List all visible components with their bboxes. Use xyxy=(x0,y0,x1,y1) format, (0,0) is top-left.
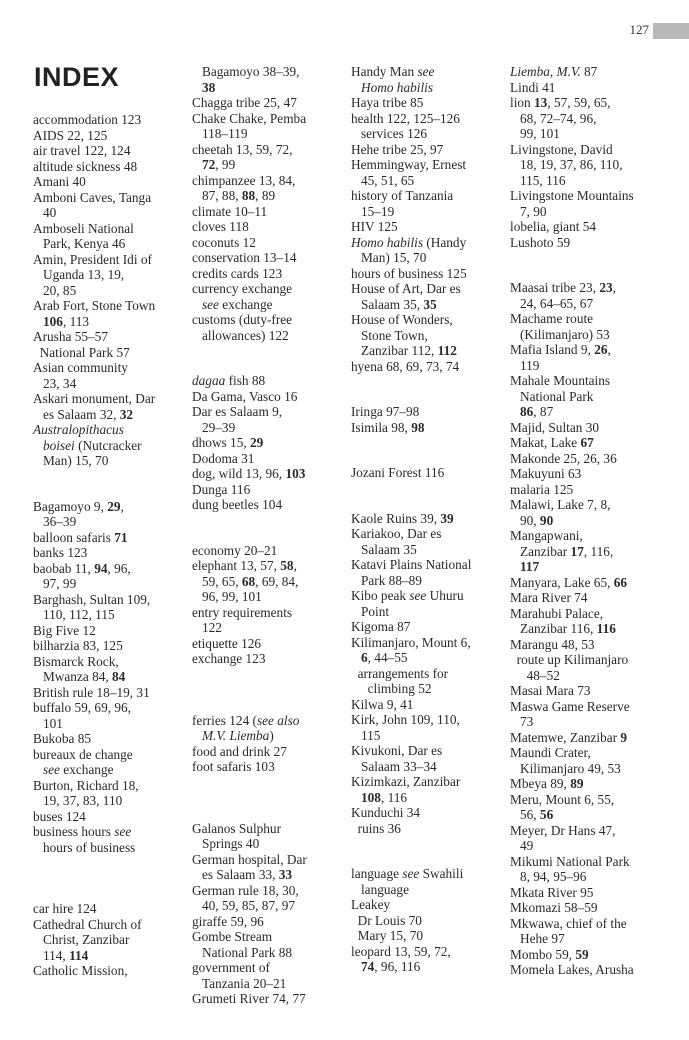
index-entry-line: Dodoma 31 xyxy=(192,450,255,466)
index-entry-line: es Salaam 33, 33 xyxy=(192,867,293,882)
index-entry-line: M.V. Liemba) xyxy=(201,728,274,743)
index-entry-line: business hours see xyxy=(33,824,132,839)
index-entry-line: history of Tanzania xyxy=(351,188,454,203)
index-entry-line: Livingstone Mountains xyxy=(510,188,634,203)
index-entry-line: language see Swahili xyxy=(351,866,464,881)
index-entry-line: 99, 101 xyxy=(510,126,560,141)
index-entry-line: Hehe tribe 25, 97 xyxy=(351,141,444,157)
index-entry-line: House of Art, Dar es xyxy=(351,281,461,296)
index-entry-line: Zanzibar 116, 116 xyxy=(510,621,616,636)
index-entry-line: Homo habilis (Handy xyxy=(351,234,467,250)
index-entry-line: Arab Fort, Stone Town xyxy=(33,298,156,313)
index-entry-line: boisei (Nutcracker xyxy=(42,437,142,453)
index-entry-line: 7, 90 xyxy=(510,203,547,219)
index-entry-line: Amboni Caves, Tanga xyxy=(33,189,152,205)
index-entry-line: Catholic Mission, xyxy=(33,963,128,978)
index-entry-line: elephant 13, 57, 58, xyxy=(192,558,297,573)
index-entry-line: Meyer, Dr Hans 47, xyxy=(510,822,616,838)
index-entry-line: 38 xyxy=(201,79,216,95)
index-entry-line: Australopithacus xyxy=(33,422,124,437)
index-entry-line: coconuts 12 xyxy=(192,234,256,250)
index-entry-line: Mikumi National Park xyxy=(510,853,630,869)
index-entry-line: Momela Lakes, Arusha xyxy=(510,962,634,977)
index-entry-line: Liemba, M.V. 87 xyxy=(510,64,598,79)
index-entry-line: language xyxy=(351,881,409,897)
index-entry-line: Big Five 12 xyxy=(33,622,96,638)
index-entry-line: Kivukoni, Dar es xyxy=(351,743,443,758)
index-entry-line: 96, 99, 101 xyxy=(192,589,262,604)
index-entry-line: bureaux de change xyxy=(33,746,133,762)
index-entry-line: Leakey xyxy=(351,897,391,912)
index-entry-line: giraffe 59, 96 xyxy=(192,913,264,929)
index-entry-line: Man) 15, 70 xyxy=(351,250,427,265)
block-spacer xyxy=(351,836,509,866)
index-entry-line: Amin, President Idi of xyxy=(33,251,152,267)
index-entry-line: Man) 15, 70 xyxy=(33,453,109,468)
index-entry-line: health 122, 125–126 xyxy=(351,110,460,126)
index-entry-line: cloves 118 xyxy=(192,219,249,234)
index-entry-line: Machame route xyxy=(510,311,594,326)
index-entry-line: Maasai tribe 23, 23, xyxy=(510,280,616,295)
index-entry-line: National Park 57 xyxy=(33,344,130,360)
block-spacer xyxy=(192,667,350,713)
index-entry-line: Mwanza 84, 84 xyxy=(33,669,126,684)
page-number: 127 xyxy=(629,22,649,37)
index-entry-line: see exchange xyxy=(201,296,273,312)
index-entry-line: Zanzibar 112, 112 xyxy=(351,343,457,358)
index-entry-line: see exchange xyxy=(42,762,114,777)
index-entry-line: Point xyxy=(351,603,390,619)
index-entry-line: Lushoto 59 xyxy=(510,234,571,250)
index-entry-line: Salaam 35, 35 xyxy=(351,296,437,312)
block-spacer xyxy=(192,343,350,373)
index-entry-line: 114, 114 xyxy=(33,947,89,963)
index-entry-line: 90, 90 xyxy=(510,512,554,528)
index-entry-line: Bukoba 85 xyxy=(33,731,91,746)
index-entry-line: Cathedral Church of xyxy=(33,916,142,932)
index-entry-line: 115 xyxy=(351,727,381,743)
index-entry-line: Kariakoo, Dar es xyxy=(351,526,442,541)
index-column-2 xyxy=(192,64,350,1007)
block-spacer xyxy=(510,250,668,280)
index-entry-line: Zanzibar 17, 116, xyxy=(510,543,614,559)
index-entry-line: Meru, Mount 6, 55, xyxy=(510,791,615,807)
index-entry-line: dhows 15, 29 xyxy=(192,435,264,450)
index-entry-line: Amboseli National xyxy=(33,220,134,236)
index-entry-line: altitude sickness 48 xyxy=(33,158,138,174)
index-entry-line: Marangu 48, 53 xyxy=(510,636,595,652)
index-entry-line: 19, 37, 83, 110 xyxy=(33,793,123,808)
index-entry-line: government of xyxy=(192,960,270,975)
index-entry-line: 23, 34 xyxy=(33,375,77,391)
block-spacer xyxy=(351,481,509,511)
index-entry-line: German rule 18, 30, xyxy=(192,882,299,898)
index-entry-line: lion 13, 57, 59, 65, xyxy=(510,95,611,110)
index-entry-line: Dar es Salaam 9, xyxy=(192,404,283,419)
block-spacer xyxy=(192,513,350,543)
index-entry-line: Mary 15, 70 xyxy=(351,928,424,943)
index-column-4 xyxy=(510,64,668,978)
index-entry-line: conservation 13–14 xyxy=(192,250,297,265)
index-entry-line: Galanos Sulphur xyxy=(192,820,282,836)
index-entry-line: 6, 44–55 xyxy=(360,650,408,665)
index-entry-line: allowances) 122 xyxy=(192,327,289,343)
index-entry-line: Makonde 25, 26, 36 xyxy=(510,450,617,466)
index-entry-line: dog, wild 13, 96, 103 xyxy=(192,466,306,481)
index-entry-line: 108, 116 xyxy=(360,789,408,805)
index-entry-line: 110, 112, 115 xyxy=(33,607,115,622)
index-entry-line: 59, 65, 68, 69, 84, xyxy=(192,573,299,589)
index-entry-line: buses 124 xyxy=(33,808,86,824)
index-entry-line: (Kilimanjaro) 53 xyxy=(510,326,610,342)
index-entry-line: Marahubi Palace, xyxy=(510,605,604,621)
index-entry-line: Handy Man see xyxy=(351,64,435,79)
index-entry-line: ferries 124 (see also xyxy=(192,712,300,728)
index-entry-line: Iringa 97–98 xyxy=(351,404,420,419)
index-entry-line: Makat, Lake 67 xyxy=(510,435,594,450)
index-entry-line: Malawi, Lake 7, 8, xyxy=(510,497,611,512)
index-entry-line: malaria 125 xyxy=(510,481,574,497)
index-entry-line: food and drink 27 xyxy=(192,743,287,759)
index-entry-line: HIV 125 xyxy=(351,219,398,234)
index-entry-line: Masai Mara 73 xyxy=(510,683,591,698)
index-entry-line: 86, 87 xyxy=(519,404,554,419)
block-spacer xyxy=(33,855,191,901)
index-entry-line: 18, 19, 37, 86, 110, xyxy=(510,157,623,172)
index-entry-line: AIDS 22, 125 xyxy=(33,127,108,143)
index-entry-line: Da Gama, Vasco 16 xyxy=(192,388,298,404)
index-entry-line: Gombe Stream xyxy=(192,929,273,944)
index-entry-line: climbing 52 xyxy=(351,681,432,696)
index-entry-line: air travel 122, 124 xyxy=(33,143,131,158)
index-entry-line: accommodation 123 xyxy=(33,112,142,127)
index-entry-line: Maswa Game Reserve xyxy=(510,698,630,714)
block-spacer xyxy=(33,64,191,112)
index-entry-line: Haya tribe 85 xyxy=(351,95,424,110)
index-entry-line: Bagamoyo 9, 29, xyxy=(33,498,124,514)
index-entry-line: Manyara, Lake 65, 66 xyxy=(510,574,628,590)
index-entry-line: 87, 88, 88, 89 xyxy=(192,188,276,203)
index-entry-line: 68, 72–74, 96, xyxy=(510,110,597,126)
index-column-3 xyxy=(351,64,509,975)
index-entry-line: economy 20–21 xyxy=(192,542,278,558)
index-entry-line: Maundi Crater, xyxy=(510,745,591,760)
index-column-1 xyxy=(33,64,191,979)
index-entry-line: Mbeya 89, 89 xyxy=(510,776,584,791)
index-entry-line: Hemmingway, Ernest xyxy=(351,157,467,172)
index-entry-line: foot safaris 103 xyxy=(192,759,275,774)
index-entry-line: Kilwa 9, 41 xyxy=(351,696,414,712)
index-entry-line: 122 xyxy=(192,620,222,635)
index-entry-line: Kizimkazi, Zanzibar xyxy=(351,774,461,789)
block-spacer xyxy=(351,374,509,404)
index-entry-line: Park, Kenya 46 xyxy=(33,236,126,251)
index-entry-line: banks 123 xyxy=(33,545,88,560)
index-entry-line: credits cards 123 xyxy=(192,265,283,281)
index-entry-line: Jozani Forest 116 xyxy=(351,465,445,480)
index-entry-line: Salaam 33–34 xyxy=(351,758,437,774)
index-entry-line: Park 88–89 xyxy=(351,572,422,588)
index-entry-line: balloon safaris 71 xyxy=(33,529,128,545)
index-entry-line: climate 10–11 xyxy=(192,203,268,219)
index-entry-line: Dr Louis 70 xyxy=(351,912,422,928)
index-entry-line: ruins 36 xyxy=(351,820,401,836)
block-spacer xyxy=(192,775,350,821)
index-entry-line: Mkomazi 58–59 xyxy=(510,900,598,915)
index-entry-line: Majid, Sultan 30 xyxy=(510,419,600,435)
index-entry-line: Tanzania 20–21 xyxy=(192,975,287,991)
index-entry-line: 106, 113 xyxy=(42,313,90,329)
index-entry-line: dagaa fish 88 xyxy=(192,373,266,388)
index-entry-line: Grumeti River 74, 77 xyxy=(192,991,306,1006)
index-entry-line: customs (duty-free xyxy=(192,312,293,327)
index-entry-line: House of Wonders, xyxy=(351,312,453,327)
index-entry-line: Chake Chake, Pemba xyxy=(192,110,307,126)
index-entry-line: Chagga tribe 25, 47 xyxy=(192,95,297,110)
index-entry-line: Mahale Mountains xyxy=(510,373,611,388)
index-entry-line: etiquette 126 xyxy=(192,635,262,651)
index-entry-line: hyena 68, 69, 73, 74 xyxy=(351,358,460,374)
page-tab-marker xyxy=(653,23,689,39)
index-entry-line: Kigoma 87 xyxy=(351,619,411,634)
index-entry-line: Springs 40 xyxy=(192,836,260,851)
index-entry-line: 49 xyxy=(510,838,534,853)
index-entry-line: Kibo peak see Uhuru xyxy=(351,588,464,603)
index-entry-line: lobelia, giant 54 xyxy=(510,219,597,234)
index-entry-line: Livingstone, David xyxy=(510,141,613,157)
index-entry-line: es Salaam 32, 32 xyxy=(33,406,134,422)
index-entry-line: National Park 88 xyxy=(192,944,293,960)
index-entry-line: Mkata River 95 xyxy=(510,884,594,900)
block-spacer xyxy=(351,435,509,465)
index-entry-line: 115, 116 xyxy=(510,172,566,188)
index-entry-line: arrangements for xyxy=(351,665,449,681)
index-entry-line: Kilimanjaro 49, 53 xyxy=(510,760,621,776)
index-entry-line: Hehe 97 xyxy=(510,931,565,946)
index-entry-line: 29–39 xyxy=(192,419,236,435)
index-entry-line: Katavi Plains National xyxy=(351,557,472,572)
index-entry-line: Arusha 55–57 xyxy=(33,329,108,344)
index-entry-line: 40 xyxy=(33,205,57,220)
index-entry-line: Askari monument, Dar xyxy=(33,391,156,406)
index-entry-line: Dunga 116 xyxy=(192,481,251,497)
index-entry-line: 15–19 xyxy=(351,203,395,219)
index-title: INDEX xyxy=(34,62,120,92)
index-entry-line: route up Kilimanjaro xyxy=(510,652,629,667)
index-entry-line: Mangapwani, xyxy=(510,528,583,543)
index-entry-line: 97, 99 xyxy=(33,576,77,591)
index-entry-line: 119 xyxy=(510,357,540,373)
index-entry-line: German hospital, Dar xyxy=(192,851,307,867)
index-entry-line: leopard 13, 59, 72, xyxy=(351,943,451,959)
index-entry-line: Kunduchi 34 xyxy=(351,805,421,820)
index-entry-line: currency exchange xyxy=(192,281,293,296)
index-entry-line: 101 xyxy=(33,715,63,731)
index-entry-line: Kaole Ruins 39, 39 xyxy=(351,510,454,526)
index-entry-line: Mara River 74 xyxy=(510,590,588,605)
index-entry-line: Salaam 35 xyxy=(351,541,417,557)
index-entry-line: Mkwawa, chief of the xyxy=(510,915,627,931)
index-entry-line: 56, 56 xyxy=(510,807,554,822)
index-entry-line: Matemwe, Zanzibar 9 xyxy=(510,729,628,745)
index-entry-line: bilharzia 83, 125 xyxy=(33,638,123,653)
index-entry-line: Burton, Richard 18, xyxy=(33,777,139,793)
index-entry-line: 45, 51, 65 xyxy=(351,172,415,188)
index-entry-line: Kilimanjaro, Mount 6, xyxy=(351,634,471,650)
index-entry-line: Christ, Zanzibar xyxy=(33,932,130,947)
index-entry-line: 117 xyxy=(519,559,540,574)
index-entry-line: Uganda 13, 19, xyxy=(33,267,125,282)
index-entry-line: 36–39 xyxy=(33,514,77,529)
index-entry-line: 20, 85 xyxy=(33,282,77,298)
index-entry-line: Amani 40 xyxy=(33,174,86,189)
index-entry-line: exchange 123 xyxy=(192,651,266,666)
index-entry-line: Bagamoyo 38–39, xyxy=(192,64,300,79)
index-entry-line: hours of business 125 xyxy=(351,265,467,281)
index-entry-line: 72, 99 xyxy=(201,157,236,172)
index-entry-line: hours of business xyxy=(33,839,136,855)
index-entry-line: services 126 xyxy=(351,126,428,141)
index-entry-line: Makuyuni 63 xyxy=(510,466,582,481)
index-entry-line: Isimila 98, 98 xyxy=(351,419,425,435)
index-entry-line: 73 xyxy=(510,714,534,729)
index-entry-line: cheetah 13, 59, 72, xyxy=(192,141,293,157)
index-entry-line: Stone Town, xyxy=(351,327,428,343)
index-entry-line: Lindi 41 xyxy=(510,79,556,95)
index-entry-line: Asian community xyxy=(33,360,128,375)
index-entry-line: 24, 64–65, 67 xyxy=(510,295,594,311)
index-entry-line: Homo habilis xyxy=(360,79,434,95)
index-entry-line: baobab 11, 94, 96, xyxy=(33,560,131,576)
index-entry-line: Mombo 59, 59 xyxy=(510,946,589,962)
index-entry-line: 8, 94, 95–96 xyxy=(510,869,587,884)
index-entry-line: chimpanzee 13, 84, xyxy=(192,172,296,188)
index-entry-line: Barghash, Sultan 109, xyxy=(33,591,151,607)
index-entry-line: dung beetles 104 xyxy=(192,497,283,512)
block-spacer xyxy=(33,469,191,499)
index-entry-line: Bismarck Rock, xyxy=(33,653,119,669)
index-entry-line: entry requirements xyxy=(192,604,293,620)
index-entry-line: 48–52 xyxy=(510,667,560,683)
index-entry-line: buffalo 59, 69, 96, xyxy=(33,700,131,715)
index-entry-line: Kirk, John 109, 110, xyxy=(351,712,460,727)
index-entry-line: 74, 96, 116 xyxy=(360,959,421,974)
index-entry-line: British rule 18–19, 31 xyxy=(33,684,150,700)
index-entry-line: National Park xyxy=(510,388,594,404)
index-entry-line: 118–119 xyxy=(192,126,248,141)
index-entry-line: Mafia Island 9, 26, xyxy=(510,342,611,357)
index-entry-line: 40, 59, 85, 87, 97 xyxy=(192,898,296,913)
index-entry-line: car hire 124 xyxy=(33,901,97,916)
